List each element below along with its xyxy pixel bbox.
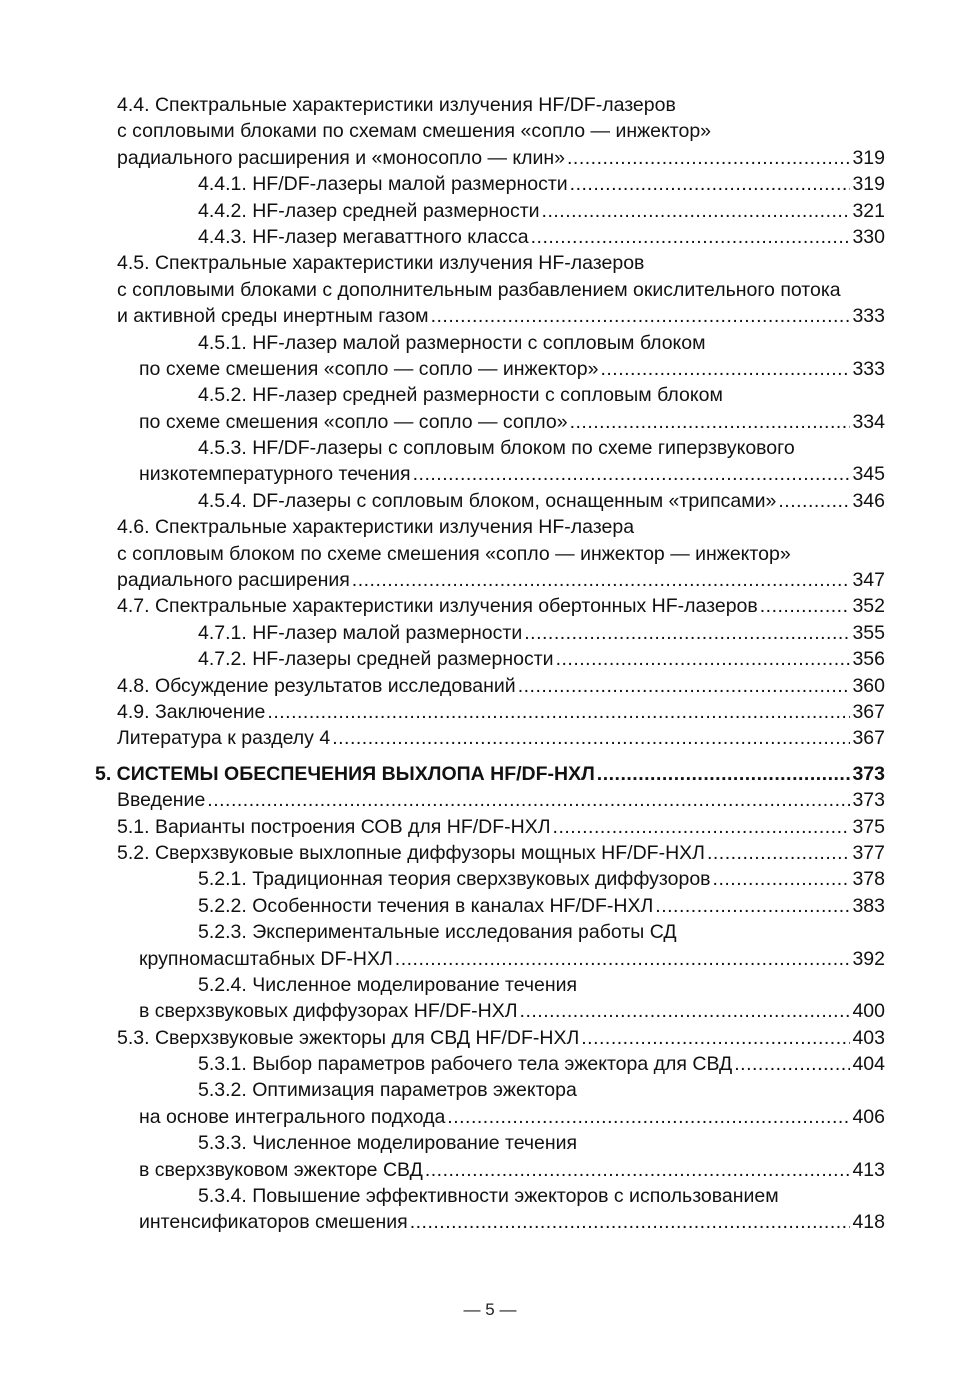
table-of-contents [0,92,980,1236]
toc-entry [0,840,980,866]
toc-entry-title: с сопловыми блоками по схемам смешения «сопло — инжектор» [117,120,712,143]
toc-entry [0,1130,980,1156]
dot-leader [267,699,850,725]
dot-leader [520,998,851,1024]
toc-entry [0,1077,980,1103]
toc-entry [0,620,980,646]
toc-entry [0,356,980,382]
toc-entry [0,1025,980,1051]
toc-entry-page: 392 [852,947,885,970]
toc-entry [0,198,980,224]
toc-entry-title: 4.4.2. HF-лазер средней размерности [198,199,540,222]
toc-entry-title: в сверхзвуковых диффузорах HF/DF-НХЛ [139,1000,518,1023]
toc-entry-title: 4.5.1. HF-лазер малой размерности с сопловым блоком [198,331,706,354]
toc-entry-title: 5.2.3. Экспериментальные исследования работы СД [198,921,677,944]
toc-entry [0,1157,980,1183]
dot-leader [425,1157,851,1183]
toc-entry [0,699,980,725]
toc-entry [0,409,980,435]
toc-entry-title: 5.3.1. Выбор параметров рабочего тела эжектора для СВД [198,1053,733,1076]
dot-leader [207,787,850,813]
dot-leader [431,303,851,329]
toc-entry-title: 5. СИСТЕМЫ ОБЕСПЕЧЕНИЯ ВЫХЛОПА HF/DF-НХЛ [95,762,595,785]
toc-entry-title: по схеме смешения «сопло — сопло — инжектор» [139,357,599,380]
toc-entry-title: 4.8. Обсуждение результатов исследований [117,674,516,697]
toc-entry [0,145,980,171]
toc-entry-title: с сопловым блоком по схеме смешения «сопло — инжектор — инжектор» [117,542,791,565]
toc-entry-page: 355 [852,621,885,644]
dot-leader [556,646,851,672]
toc-entry-page: 403 [852,1026,885,1049]
toc-entry-page: 375 [852,815,885,838]
dot-leader [734,1051,850,1077]
dot-leader [597,761,851,787]
toc-entry-page: 373 [852,762,885,785]
toc-entry-page: 333 [852,357,885,380]
toc-entry [0,224,980,250]
toc-entry [0,673,980,699]
toc-entry [0,303,980,329]
toc-entry [0,1051,980,1077]
dot-leader [581,1025,850,1051]
dot-leader [655,893,850,919]
dot-leader [778,488,850,514]
toc-entry [0,866,980,892]
dot-leader [395,946,851,972]
toc-entry-page: 347 [852,569,885,592]
dot-leader [447,1104,850,1130]
toc-entry-title: низкотемпературного течения [139,463,411,486]
toc-entry-page: 367 [852,727,885,750]
toc-entry [0,1104,980,1130]
toc-entry-page: 373 [852,789,885,812]
toc-entry [0,541,980,567]
toc-entry-title: 4.5. Спектральные характеристики излучения HF-лазеров [117,252,645,275]
toc-entry-page: 383 [852,894,885,917]
toc-entry [0,514,980,540]
dot-leader [542,198,851,224]
toc-entry [0,919,980,945]
toc-entry [0,277,980,303]
toc-entry-title: 5.2. Сверхзвуковые выхлопные диффузоры мощных HF/DF-НХЛ [117,841,705,864]
toc-entry-page: 334 [852,410,885,433]
toc-entry-page: 319 [852,173,885,196]
dot-leader [600,356,850,382]
dot-leader [410,1209,851,1235]
toc-entry-page: 356 [852,648,885,671]
toc-entry [0,171,980,197]
toc-entry [0,893,980,919]
toc-entry-page: 360 [852,674,885,697]
toc-entry [0,567,980,593]
dot-leader [570,171,851,197]
toc-entry-title: 4.7.1. HF-лазер малой размерности [198,621,523,644]
toc-entry-title: 4.5.3. HF/DF-лазеры с сопловым блоком по схеме гиперзвукового [198,437,795,460]
toc-entry-title: с сопловыми блоками с дополнительным разбавлением окислительного потока [117,278,841,301]
toc-entry [0,461,980,487]
toc-entry-page: 346 [852,489,885,512]
toc-entry [0,946,980,972]
toc-entry-title: 4.5.2. HF-лазер средней размерности с сопловым блоком [198,384,723,407]
toc-entry-page: 321 [852,199,885,222]
toc-entry-page: 330 [852,225,885,248]
toc-entry-title: 4.4.1. HF/DF-лазеры малой размерности [198,173,568,196]
toc-entry-title: радиального расширения и «моносопло — клин» [117,146,566,169]
dot-leader [518,673,851,699]
toc-entry-title: 5.3.2. Оптимизация параметров эжектора [198,1079,577,1102]
toc-entry-page: 345 [852,463,885,486]
toc-entry-title: 4.7.2. HF-лазеры средней размерности [198,648,554,671]
toc-entry-title: 5.2.2. Особенности течения в каналах HF/DF-НХЛ [198,894,654,917]
dot-leader [713,866,851,892]
toc-entry-page: 367 [852,700,885,723]
toc-entry [0,1183,980,1209]
dot-leader [352,567,851,593]
toc-entry-title: Введение [117,789,206,812]
toc-entry-title: 5.3.3. Численное моделирование течения [198,1132,578,1155]
toc-entry [0,646,980,672]
toc-entry-title: 4.5.4. DF-лазеры с сопловым блоком, оснащенным «трипсами» [198,489,777,512]
toc-entry [0,488,980,514]
section-spacer [0,752,980,761]
toc-entry [0,330,980,356]
dot-leader [531,224,851,250]
toc-entry-title: 4.6. Спектральные характеристики излучения HF-лазера [117,516,635,539]
toc-entry-page: 319 [852,146,885,169]
toc-entry-page: 333 [852,305,885,328]
toc-entry-title: на основе интегрального подхода [139,1105,446,1128]
toc-entry-title: 5.2.4. Численное моделирование течения [198,973,578,996]
toc-entry-title: 4.7. Спектральные характеристики излучения обертонных HF-лазеров [117,595,758,618]
dot-leader [570,409,851,435]
toc-entry-page: 400 [852,1000,885,1023]
toc-entry [0,998,980,1024]
toc-entry-page: 413 [852,1158,885,1181]
dot-leader [413,461,851,487]
toc-entry-title: Литература к разделу 4 [117,727,331,750]
toc-entry [0,118,980,144]
toc-entry [0,593,980,619]
toc-entry-page: 352 [852,595,885,618]
toc-entry-title: 5.3.4. Повышение эффективности эжекторов с использованием [198,1185,779,1208]
toc-entry [0,725,980,751]
toc-entry-page: 377 [852,841,885,864]
toc-entry [0,1209,980,1235]
toc-entry [0,435,980,461]
toc-entry-title: 4.4.3. HF-лазер мегаваттного класса [198,225,529,248]
toc-entry-page: 378 [852,868,885,891]
toc-entry-title: радиального расширения [117,569,350,592]
toc-entry [0,972,980,998]
dot-leader [524,620,850,646]
toc-entry-title: в сверхзвуковом эжекторе СВД [139,1158,423,1181]
dot-leader [707,840,850,866]
dot-leader [760,593,851,619]
toc-entry-title: и активной среды инертным газом [117,305,429,328]
toc-entry [0,814,980,840]
toc-entry [0,382,980,408]
toc-entry-title: крупномасштабных DF-НХЛ [139,947,393,970]
toc-entry-title: по схеме смешения «сопло — сопло — сопло» [139,410,568,433]
toc-entry [0,250,980,276]
dot-leader [332,725,850,751]
toc-entry [0,787,980,813]
dot-leader [553,814,851,840]
page-number: — 5 — [463,1300,517,1319]
toc-entry-title: 5.3. Сверхзвуковые эжекторы для СВД HF/DF-НХЛ [117,1026,580,1049]
toc-entry-title: 5.1. Варианты построения СОВ для HF/DF-НХЛ [117,815,551,838]
toc-entry-page: 406 [852,1105,885,1128]
toc-entry-title: 5.2.1. Традиционная теория сверхзвуковых диффузоров [198,868,711,891]
toc-entry-title: 4.4. Спектральные характеристики излучения HF/DF-лазеров [117,94,676,116]
toc-entry [0,761,980,787]
toc-entry-page: 418 [852,1211,885,1234]
toc-entry-title: 4.9. Заключение [117,700,266,723]
toc-entry [0,92,980,118]
toc-entry-title: интенсификаторов смешения [139,1211,408,1234]
dot-leader [567,145,850,171]
toc-entry-page: 404 [852,1053,885,1076]
